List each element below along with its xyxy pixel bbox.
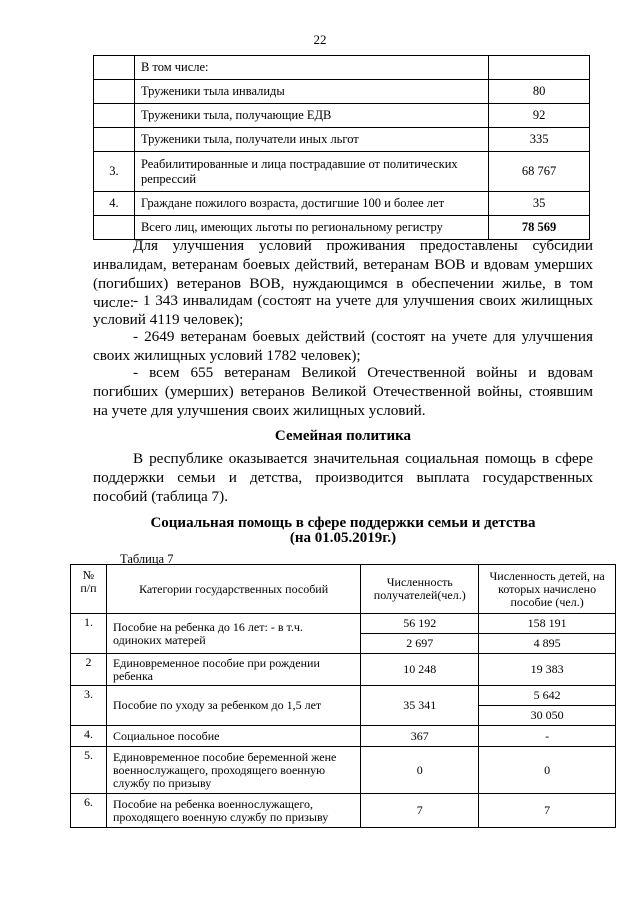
row-children: - [479,726,616,747]
row-recipients: 35 341 [361,686,479,726]
row-number [94,128,135,152]
row-label: Труженики тыла, получатели иных льгот [134,128,488,152]
header-recipients: Численность получателей(чел.) [361,565,479,614]
row-value: 80 [489,80,590,104]
row-number [94,80,135,104]
row-children: 5 642 [479,686,616,706]
table-row [71,654,616,686]
subsidies-paragraph: Для улучшения условий проживания предоставлены субсидии инвалидам, ветеранам боевых действий, ветеранам ВОВ и вдовам умерших (погибших) ветеранов ВОВ, нуждающимся в обеспечении жилье, в том числе: [93,237,593,311]
row-value: 68 767 [489,152,590,192]
row-label: Реабилитированные и лица пострадавшие от политических репрессий [134,152,488,192]
row-label: Труженики тыла инвалиды [134,80,488,104]
row-label: Всего лиц, имеющих льготы по региональному регистру [134,216,488,240]
row-children: 30 050 [479,706,616,726]
subsidies-item-wwii-veterans: - всем 655 ветеранам Великой Отечественной войны и вдовам погибших (умерших) ветеранов Великой Отечественной войны, стоявшим на учете для улучшения своих жилищных условий. [93,364,593,419]
row-category: Пособие на ребенка военнослужащего, проходящего военную службу по призыву [106,794,360,828]
row-number [94,56,135,80]
header-children: Численность детей, на которых начислено пособие (чел.) [479,565,616,614]
row-number: 6. [71,794,107,828]
table-title [93,516,593,546]
table-title-line: Социальная помощь в сфере поддержки семьи и детства [150,515,536,531]
header-category: Категории государственных пособий [106,565,360,614]
table-row [94,128,590,152]
subsidies-item-disabled: - 1 343 инвалидам (состоят на учете для улучшения своих жилищных условий 4119 человек); [93,292,593,328]
beneficiaries-table [93,55,590,240]
row-value: 35 [489,192,590,216]
row-number: 2 [71,654,107,686]
row-category: Социальное пособие [106,726,360,747]
table-header-row [71,565,616,614]
subsidies-item-combat-veterans: - 2649 ветеранам боевых действий (состоят на учете для улучшения своих жилищных условий 1782 человек); [93,328,593,364]
row-value: 92 [489,104,590,128]
row-category: Пособие на ребенка до 16 лет: - в т.ч. одиноких матерей [106,614,360,654]
table-row [71,794,616,828]
table-caption: Таблица 7 [120,552,174,566]
row-recipients: 7 [361,794,479,828]
table-row [71,726,616,747]
table-row [71,614,616,634]
table-row [94,152,590,192]
row-value: 335 [489,128,590,152]
row-number [94,104,135,128]
row-category: Единовременное пособие беременной жене военнослужащего, проходящего военную службу по призыву [106,747,360,794]
row-recipients: 10 248 [361,654,479,686]
row-number: 4. [94,192,135,216]
row-recipients: 0 [361,747,479,794]
total-value: 78 569 [489,216,590,240]
row-value [489,56,590,80]
header-num: № п/п [71,565,107,614]
row-children: 19 383 [479,654,616,686]
row-number: 5. [71,747,107,794]
row-recipients: 56 192 [361,614,479,634]
row-number: 4. [71,726,107,747]
table-title-date: (на 01.05.2019г.) [289,530,397,546]
row-children: 158 191 [479,614,616,634]
row-label: Труженики тыла, получающие ЕДВ [134,104,488,128]
row-number: 3. [94,152,135,192]
table-row [94,104,590,128]
row-recipients: 2 697 [361,634,479,654]
family-policy-paragraph: В республике оказывается значительная социальная помощь в сфере поддержки семьи и детства, производится выплата государственных пособий (таблица 7). [93,450,593,505]
row-number: 3. [71,686,107,726]
row-recipients: 367 [361,726,479,747]
section-heading: Семейная политика [274,428,412,444]
table-row [94,80,590,104]
row-category: Пособие по уходу за ребенком до 1,5 лет [106,686,360,726]
family-support-table [70,564,616,828]
row-label: Граждане пожилого возраста, достигшие 100 и более лет [134,192,488,216]
row-children: 7 [479,794,616,828]
row-children: 0 [479,747,616,794]
row-category: Единовременное пособие при рождении ребенка [106,654,360,686]
row-children: 4 895 [479,634,616,654]
table-row [71,686,616,706]
page-number: 22 [313,32,327,47]
table-row [71,747,616,794]
table-row [94,56,590,80]
table-row [94,192,590,216]
row-number: 1. [71,614,107,654]
row-label: В том числе: [134,56,488,80]
